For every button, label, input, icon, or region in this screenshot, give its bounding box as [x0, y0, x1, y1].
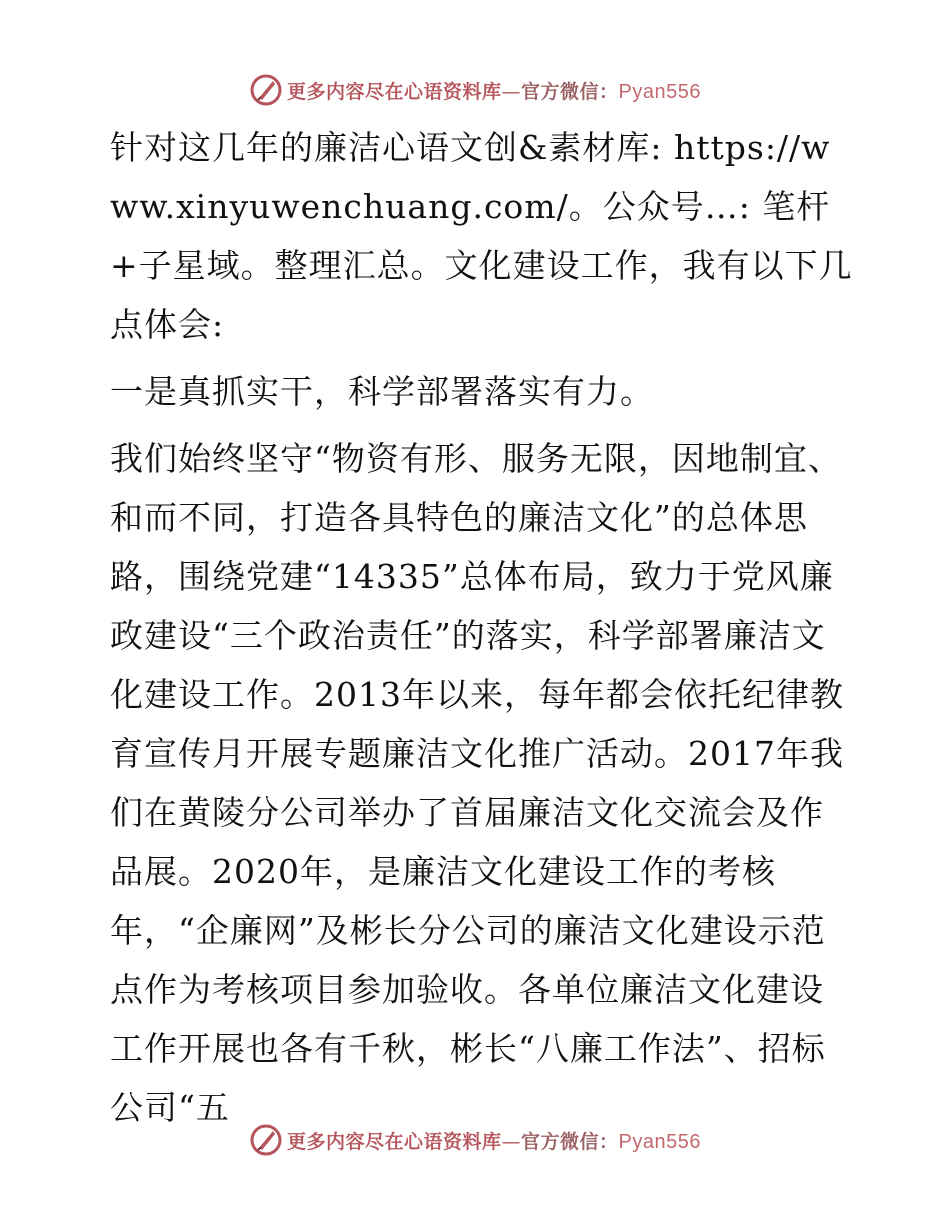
document-body — [96, 118, 856, 1137]
banner-main-text: 更多内容尽在心语资料库 — [287, 1130, 502, 1153]
banner-main-text: 更多内容尽在心语资料库 — [287, 80, 502, 103]
paragraph-heading-one: 一是真抓实干，科学部署落实有力。 — [110, 372, 654, 411]
quill-logo-icon — [249, 73, 283, 107]
banner-wechat-id: Pyan556 — [618, 80, 701, 103]
banner-wechat-id: Pyan556 — [618, 1130, 701, 1153]
banner-wechat-label: 官方微信： — [521, 80, 619, 103]
banner-dash: — — [501, 1130, 522, 1153]
banner-text — [287, 1127, 701, 1154]
header-watermark-banner — [0, 72, 950, 108]
paragraph-intro: 针对这几年的廉洁心语文创&素材库: https://www.xinyuwenchuang.com/。公众号…: 笔杆+子星域。整理汇总。文化建设工作，我有以下几点体会: — [110, 128, 853, 344]
footer-watermark-banner — [0, 1122, 950, 1158]
banner-text — [287, 77, 701, 104]
paragraph-body: 我们始终坚守“物资有形、服务无限，因地制宜、和而不同，打造各具特色的廉洁文化”的总体思路，围绕党建“14335”总体布局，致力于党风廉政建设“三个政治责任”的落实，科学部署廉洁文化建设工作。2013年以来，每年都会依托纪律教育宣传月开展专题廉洁文化推广活动。2017年我们在黄陵分公司举办了首届廉洁文化交流会及作品展。2020年，是廉洁文化建设工作的考核年，“企廉网”及彬长分公司的廉洁文化建设示范点作为考核项目参加验收。各单位廉洁文化建设工作开展也各有千秋，彬长“八廉工作法”、招标公司“五 — [110, 439, 844, 1127]
banner-dash: — — [501, 80, 522, 103]
banner-wechat-label: 官方微信： — [521, 1130, 619, 1153]
quill-logo-icon — [249, 1123, 283, 1157]
